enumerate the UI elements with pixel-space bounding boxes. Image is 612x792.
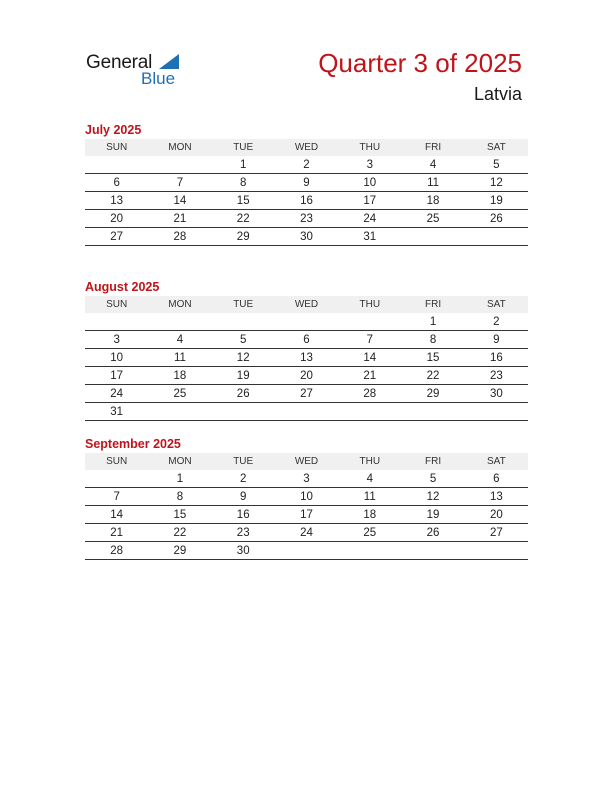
day-cell: 13 bbox=[275, 349, 338, 367]
week-row bbox=[85, 488, 528, 506]
page-title: Quarter 3 of 2025 bbox=[318, 48, 522, 78]
day-cell: 27 bbox=[85, 228, 148, 246]
day-cell bbox=[212, 313, 275, 331]
weekday-header: MON bbox=[148, 453, 211, 470]
day-cell: 21 bbox=[85, 524, 148, 542]
day-cell bbox=[148, 313, 211, 331]
week-row bbox=[85, 524, 528, 542]
day-cell: 16 bbox=[212, 506, 275, 524]
weekday-header: MON bbox=[148, 296, 211, 313]
weekday-header: TUE bbox=[212, 296, 275, 313]
day-cell bbox=[275, 313, 338, 331]
day-cell bbox=[401, 542, 464, 560]
day-cell: 5 bbox=[212, 331, 275, 349]
day-cell: 1 bbox=[401, 313, 464, 331]
day-cell: 26 bbox=[401, 524, 464, 542]
month-title: August 2025 bbox=[85, 280, 160, 294]
day-cell: 3 bbox=[85, 331, 148, 349]
day-cell bbox=[212, 403, 275, 421]
weekday-header: THU bbox=[338, 453, 401, 470]
day-cell: 6 bbox=[275, 331, 338, 349]
day-cell bbox=[85, 470, 148, 488]
day-cell: 25 bbox=[338, 524, 401, 542]
day-cell bbox=[465, 228, 528, 246]
day-cell: 18 bbox=[148, 367, 211, 385]
day-cell: 4 bbox=[338, 470, 401, 488]
day-cell: 12 bbox=[401, 488, 464, 506]
week-row bbox=[85, 470, 528, 488]
day-cell: 2 bbox=[275, 156, 338, 174]
week-row bbox=[85, 174, 528, 192]
calendar-grid bbox=[85, 296, 528, 421]
day-cell: 17 bbox=[338, 192, 401, 210]
calendar-grid bbox=[85, 139, 528, 246]
day-cell: 22 bbox=[401, 367, 464, 385]
day-cell: 15 bbox=[148, 506, 211, 524]
weekday-header-row bbox=[85, 296, 528, 313]
day-cell: 8 bbox=[212, 174, 275, 192]
day-cell bbox=[401, 228, 464, 246]
weekday-header: SAT bbox=[465, 296, 528, 313]
day-cell bbox=[401, 403, 464, 421]
day-cell: 3 bbox=[338, 156, 401, 174]
day-cell: 27 bbox=[465, 524, 528, 542]
week-row bbox=[85, 506, 528, 524]
week-row bbox=[85, 542, 528, 560]
weekday-header: THU bbox=[338, 296, 401, 313]
day-cell: 14 bbox=[338, 349, 401, 367]
day-cell: 15 bbox=[401, 349, 464, 367]
weekday-header: TUE bbox=[212, 453, 275, 470]
week-row bbox=[85, 367, 528, 385]
day-cell: 4 bbox=[148, 331, 211, 349]
country-label: Latvia bbox=[473, 84, 522, 104]
day-cell: 5 bbox=[401, 470, 464, 488]
generalblue-logo bbox=[86, 50, 196, 90]
day-cell: 20 bbox=[85, 210, 148, 228]
day-cell: 7 bbox=[85, 488, 148, 506]
day-cell bbox=[148, 156, 211, 174]
logo-triangle-icon bbox=[159, 54, 179, 69]
day-cell: 14 bbox=[148, 192, 211, 210]
week-row bbox=[85, 313, 528, 331]
day-cell: 18 bbox=[338, 506, 401, 524]
month-september bbox=[85, 435, 528, 560]
day-cell bbox=[338, 313, 401, 331]
weekday-header: TUE bbox=[212, 139, 275, 156]
day-cell: 25 bbox=[148, 385, 211, 403]
week-row bbox=[85, 210, 528, 228]
day-cell bbox=[465, 542, 528, 560]
day-cell: 6 bbox=[85, 174, 148, 192]
calendar-grid bbox=[85, 453, 528, 560]
weekday-header: FRI bbox=[401, 453, 464, 470]
day-cell bbox=[85, 313, 148, 331]
day-cell: 8 bbox=[401, 331, 464, 349]
day-cell: 20 bbox=[275, 367, 338, 385]
week-row bbox=[85, 228, 528, 246]
day-cell: 19 bbox=[401, 506, 464, 524]
day-cell: 30 bbox=[275, 228, 338, 246]
day-cell: 9 bbox=[275, 174, 338, 192]
day-cell: 23 bbox=[275, 210, 338, 228]
month-july bbox=[85, 121, 528, 246]
day-cell bbox=[85, 156, 148, 174]
day-cell: 24 bbox=[275, 524, 338, 542]
weekday-header: SAT bbox=[465, 453, 528, 470]
day-cell: 10 bbox=[338, 174, 401, 192]
month-august bbox=[85, 278, 528, 421]
month-title: July 2025 bbox=[85, 123, 142, 137]
day-cell: 10 bbox=[85, 349, 148, 367]
weekday-header: MON bbox=[148, 139, 211, 156]
logo-text-general: General bbox=[86, 52, 153, 73]
day-cell: 1 bbox=[148, 470, 211, 488]
weekday-header: FRI bbox=[401, 139, 464, 156]
day-cell: 9 bbox=[465, 331, 528, 349]
day-cell: 14 bbox=[85, 506, 148, 524]
day-cell bbox=[465, 403, 528, 421]
day-cell: 4 bbox=[401, 156, 464, 174]
day-cell: 6 bbox=[465, 470, 528, 488]
day-cell: 5 bbox=[465, 156, 528, 174]
day-cell: 10 bbox=[275, 488, 338, 506]
week-row bbox=[85, 156, 528, 174]
day-cell: 9 bbox=[212, 488, 275, 506]
day-cell: 26 bbox=[465, 210, 528, 228]
day-cell: 29 bbox=[212, 228, 275, 246]
weekday-header-row bbox=[85, 453, 528, 470]
weekday-header: WED bbox=[275, 453, 338, 470]
day-cell: 13 bbox=[465, 488, 528, 506]
day-cell: 31 bbox=[85, 403, 148, 421]
day-cell: 8 bbox=[148, 488, 211, 506]
weekday-header-row bbox=[85, 139, 528, 156]
day-cell: 23 bbox=[212, 524, 275, 542]
day-cell: 12 bbox=[465, 174, 528, 192]
day-cell: 23 bbox=[465, 367, 528, 385]
day-cell: 17 bbox=[85, 367, 148, 385]
weekday-header: WED bbox=[275, 139, 338, 156]
day-cell: 29 bbox=[401, 385, 464, 403]
day-cell: 28 bbox=[148, 228, 211, 246]
day-cell: 31 bbox=[338, 228, 401, 246]
weekday-header: SAT bbox=[465, 139, 528, 156]
day-cell: 22 bbox=[148, 524, 211, 542]
weekday-header: THU bbox=[338, 139, 401, 156]
day-cell bbox=[275, 403, 338, 421]
day-cell: 20 bbox=[465, 506, 528, 524]
day-cell: 25 bbox=[401, 210, 464, 228]
week-row bbox=[85, 385, 528, 403]
weekday-header: SUN bbox=[85, 453, 148, 470]
day-cell bbox=[148, 403, 211, 421]
day-cell: 2 bbox=[465, 313, 528, 331]
day-cell: 1 bbox=[212, 156, 275, 174]
day-cell: 18 bbox=[401, 192, 464, 210]
week-row bbox=[85, 192, 528, 210]
month-title: September 2025 bbox=[85, 437, 181, 451]
day-cell: 11 bbox=[148, 349, 211, 367]
logo-text-blue: Blue bbox=[141, 69, 176, 88]
day-cell: 7 bbox=[338, 331, 401, 349]
day-cell: 17 bbox=[275, 506, 338, 524]
weekday-header: FRI bbox=[401, 296, 464, 313]
day-cell: 3 bbox=[275, 470, 338, 488]
day-cell: 26 bbox=[212, 385, 275, 403]
day-cell bbox=[338, 403, 401, 421]
week-row bbox=[85, 349, 528, 367]
day-cell bbox=[338, 542, 401, 560]
day-cell: 19 bbox=[212, 367, 275, 385]
weekday-header: SUN bbox=[85, 296, 148, 313]
day-cell: 11 bbox=[401, 174, 464, 192]
day-cell: 24 bbox=[338, 210, 401, 228]
day-cell: 11 bbox=[338, 488, 401, 506]
week-row bbox=[85, 403, 528, 421]
day-cell: 27 bbox=[275, 385, 338, 403]
day-cell: 7 bbox=[148, 174, 211, 192]
day-cell: 30 bbox=[212, 542, 275, 560]
day-cell: 21 bbox=[338, 367, 401, 385]
day-cell: 13 bbox=[85, 192, 148, 210]
day-cell: 12 bbox=[212, 349, 275, 367]
day-cell: 19 bbox=[465, 192, 528, 210]
day-cell bbox=[275, 542, 338, 560]
day-cell: 28 bbox=[85, 542, 148, 560]
day-cell: 21 bbox=[148, 210, 211, 228]
day-cell: 30 bbox=[465, 385, 528, 403]
day-cell: 16 bbox=[465, 349, 528, 367]
day-cell: 2 bbox=[212, 470, 275, 488]
day-cell: 24 bbox=[85, 385, 148, 403]
day-cell: 29 bbox=[148, 542, 211, 560]
week-row bbox=[85, 331, 528, 349]
day-cell: 16 bbox=[275, 192, 338, 210]
weekday-header: WED bbox=[275, 296, 338, 313]
day-cell: 22 bbox=[212, 210, 275, 228]
day-cell: 15 bbox=[212, 192, 275, 210]
weekday-header: SUN bbox=[85, 139, 148, 156]
day-cell: 28 bbox=[338, 385, 401, 403]
